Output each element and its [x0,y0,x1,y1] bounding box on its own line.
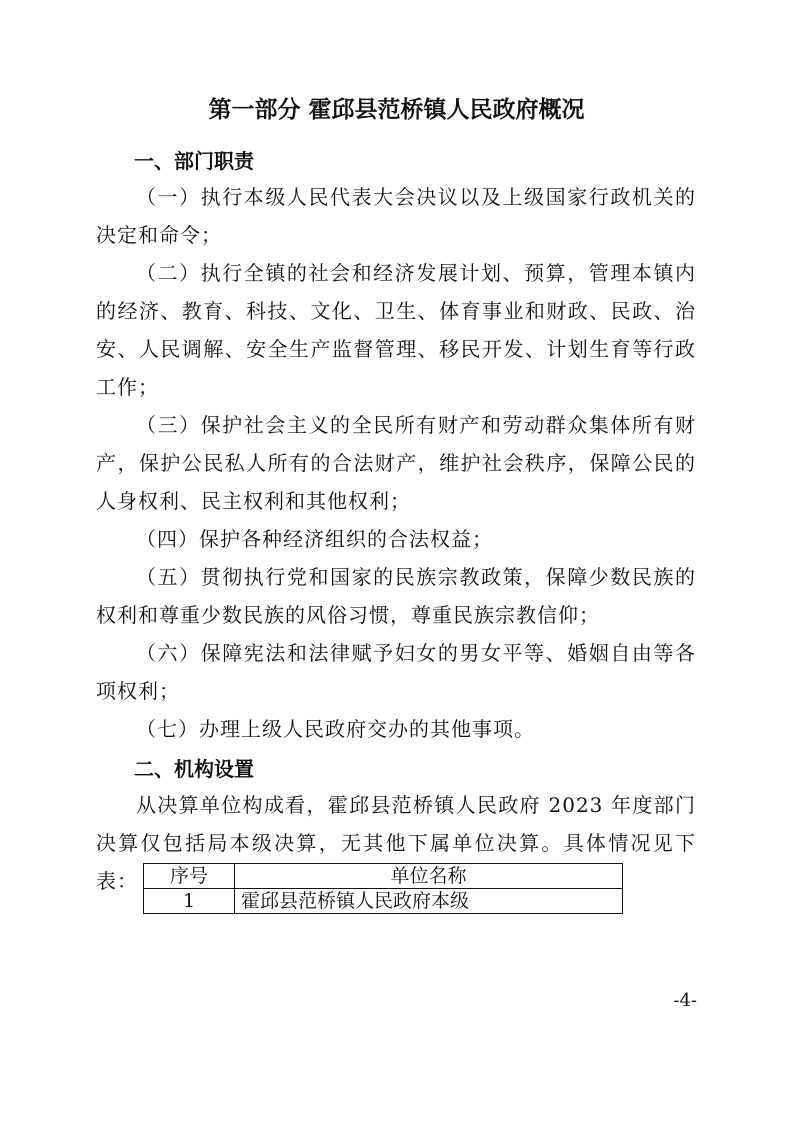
table-header-cell: 序号 [144,864,235,889]
duty-item-2: （二）执行全镇的社会和经济发展计划、预算，管理本镇内的经济、教育、科技、文化、卫生、体育事业和财政、民政、治安、人民调解、安全生产监督管理、移民开发、计划生育等行政工作； [96,261,696,399]
duty-item-3: （三）保护社会主义的全民所有财产和劳动群众集体所有财产，保护公民私人所有的合法财产，维护社会秩序，保障公民的人身权利、民主权利和其他权利； [96,413,696,513]
section-heading-duties: 一、部门职责 [134,149,254,173]
duty-item-5: （五）贯彻执行党和国家的民族宗教政策，保障少数民族的权利和尊重少数民族的风俗习惯，尊重民族宗教信仰； [96,565,696,627]
section-heading-structure: 二、机构设置 [134,757,254,781]
table-header-cell: 单位名称 [235,864,623,889]
table-cell: 霍邱县范桥镇人民政府本级 [235,889,623,914]
unit-table [143,863,623,914]
page-number: -4- [673,990,697,1011]
page-title: 第一部分 霍邱县范桥镇人民政府概况 [208,97,585,123]
table-cell: 1 [144,889,235,914]
table-row [144,889,623,914]
duty-item-6: （六）保障宪法和法律赋予妇女的男女平等、婚姻自由等各项权利； [96,641,696,703]
structure-text: 从决算单位构成看，霍邱县范桥镇人民政府 2023 年度部门决算仅包括局本级决算，无其他下属单位决算。具体情况见下表： [96,793,696,893]
duty-item-7: （七）办理上级人民政府交办的其他事项。 [136,717,535,741]
table-header-row [144,864,623,889]
duty-item-4: （四）保护各种经济组织的合法权益； [136,527,493,551]
duty-item-1: （一）执行本级人民代表大会决议以及上级国家行政机关的决定和命令； [96,185,696,247]
